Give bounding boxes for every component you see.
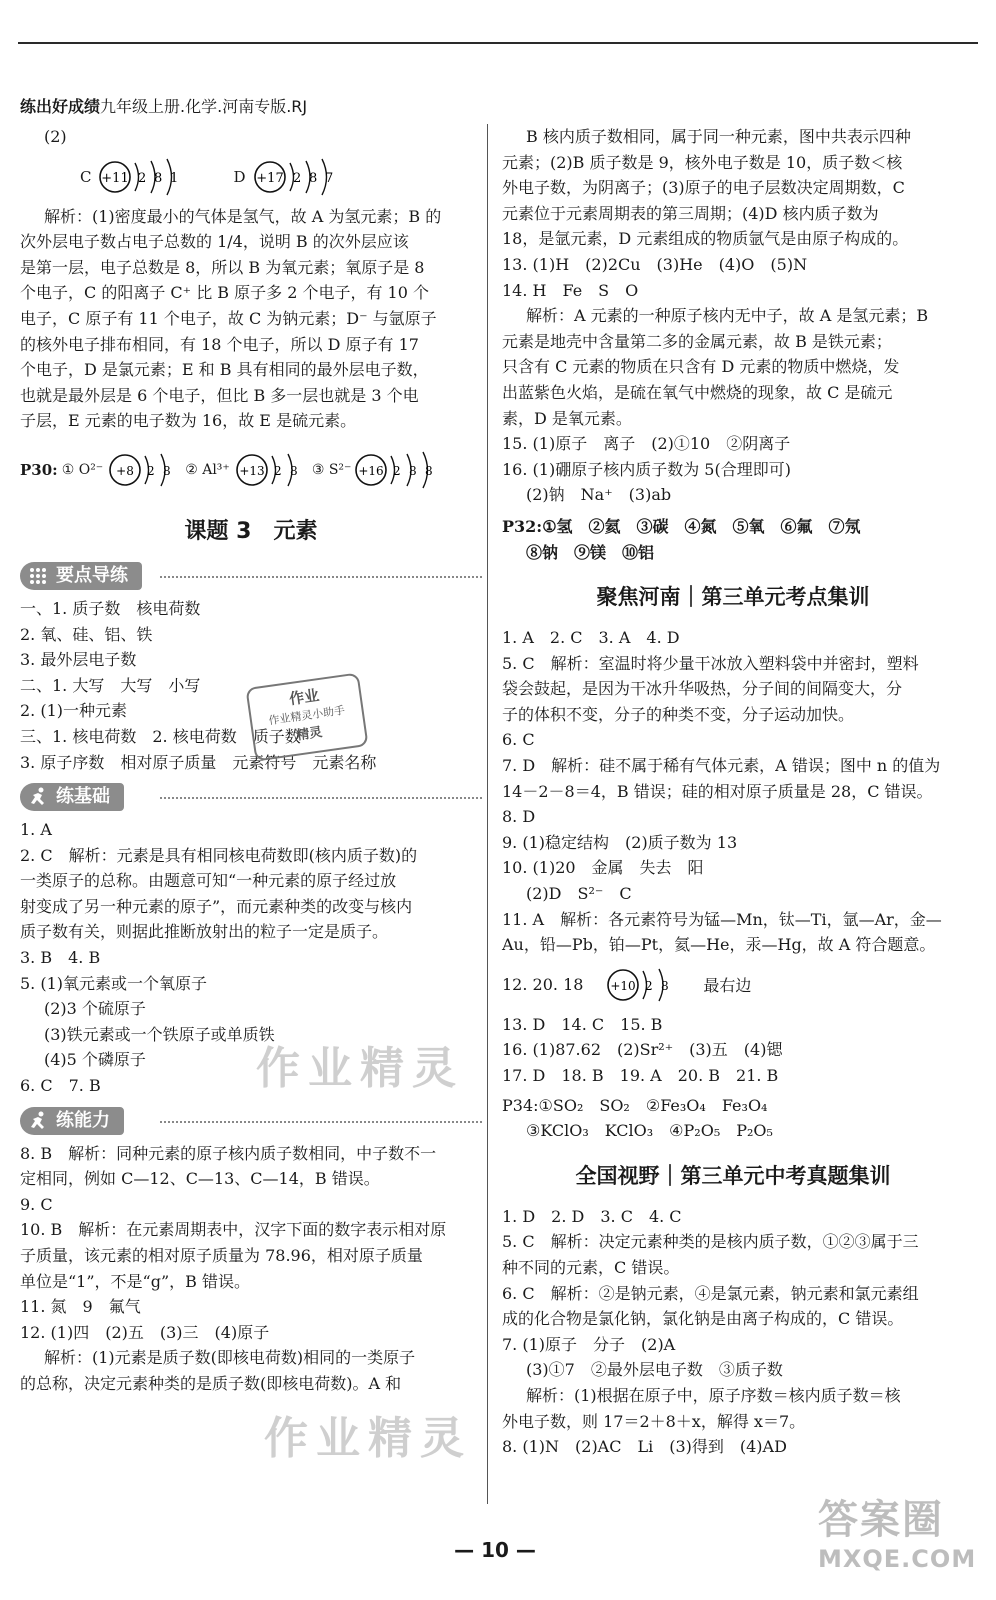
answer-line: 2. 氧、硅、铝、铁 — [20, 624, 153, 644]
ion-structure-diagram — [353, 446, 443, 494]
explanation-line: 的总称，决定元素种类的是质子数(即核电荷数)。A 和 — [20, 1373, 402, 1393]
svg-text:8: 8 — [409, 463, 418, 478]
answer-line: 质子数有关，则据此推断放射出的粒子一定是质子。 — [20, 922, 389, 942]
answer-line: 单位是“1”，不是“g”，B 错误。 — [20, 1271, 250, 1291]
answer-text: 最右边 — [703, 976, 752, 996]
svg-text:2: 2 — [393, 463, 402, 478]
answer-line: 13. D 14. C 15. B — [502, 1014, 663, 1034]
page-number: — 10 — — [454, 1538, 536, 1562]
right-column — [502, 124, 964, 1460]
section-title: 全国视野｜第三单元中考真题集训 — [575, 1163, 891, 1188]
section-banner — [20, 1105, 482, 1137]
explanation-line: 是第一层，电子总数是 8，所以 B 为氧元素；氧原子是 8 — [20, 257, 425, 277]
section-banner — [20, 781, 482, 813]
explanation-line: 元素位于元素周期表的第三周期；(4)D 核内质子数为 — [502, 203, 879, 223]
explanation-line: 个电子，C 的阳离子 C⁺ 比 B 原子多 2 个电子，有 10 个 — [20, 283, 430, 303]
answer-line: (2)3 个硫原子 — [44, 999, 146, 1019]
book-info: 九年级上册.化学.河南专版.RJ — [100, 97, 308, 116]
answer-line: (4)5 个磷原子 — [44, 1050, 146, 1070]
svg-text:8: 8 — [289, 463, 298, 478]
running-header — [20, 94, 307, 117]
site-logo: 答案圈 MXQE.COM — [818, 1497, 977, 1573]
answer-line: 3. B 4. B — [20, 948, 101, 968]
explanation-line: 袋会鼓起，是因为干冰升华吸热，分子间的间隔变大，分 — [502, 679, 903, 699]
answer-line: 二、1. 大写 大写 小写 — [20, 675, 201, 695]
ion-label: ③ S²⁻ — [311, 461, 352, 478]
explanation-line: 电子，C 原子有 11 个电子，故 C 为钠元素；D⁻ 与氩原子 — [20, 308, 437, 328]
explanation-line: 个电子，D 是氯元素；E 和 B 具有相同的最外层电子数， — [20, 360, 429, 380]
explanation-line: 子层，E 元素的电子数为 16，故 E 是硫元素。 — [20, 411, 357, 431]
answer-line: 子质量，该元素的相对原子质量为 78.96，相对原子质量 — [20, 1246, 423, 1265]
answer-line: 9. (1)稳定结构 (2)质子数为 13 — [502, 832, 738, 852]
atom-label: C — [80, 167, 92, 186]
banner-label: 练基础 — [20, 783, 124, 811]
series-title: 练出好成绩 — [20, 97, 101, 116]
answer-line: 17. D 18. B 19. A 20. B 21. B — [502, 1066, 779, 1085]
explanation-line: 解析：A 元素的一种原子核内无中子，故 A 是氢元素；B — [526, 306, 929, 326]
explanation-line: Au，铅—Pb，铂—Pt，氦—He，汞—Hg，故 A 符合题意。 — [502, 935, 936, 955]
section-title: 课题 3 元素 — [184, 518, 318, 544]
watermark: 作业精灵 — [256, 1043, 464, 1094]
ion-label: ② Al³⁺ — [185, 461, 230, 478]
explanation-line: 外电子数，则 17＝2＋8＋x，解得 x＝7。 — [502, 1411, 806, 1431]
answer-line: 2. C 解析：元素是具有相同核电荷数即(核内质子数)的 — [20, 845, 418, 865]
explanation-line: 的核外电子排布相同，有 18 个电子，所以 D 原子有 17 — [20, 334, 419, 354]
atom-structure-diagram — [605, 961, 679, 1009]
svg-text:8: 8 — [163, 463, 171, 478]
answer-line: P34:①SO₂ SO₂ ②Fe₃O₄ Fe₃O₄ — [502, 1095, 768, 1115]
explanation-line: 也就是最外层是 6 个电子，但比 B 多一层也就是 3 个电 — [20, 385, 419, 405]
answer-line: 8. B 解析：同种元素的原子核内质子数相同，中子数不一 — [20, 1143, 437, 1163]
atom-structure-diagram — [97, 155, 187, 199]
answer-line: (3)铁元素或一个铁原子或单质铁 — [44, 1024, 275, 1044]
banner-label: 要点导练 — [20, 562, 142, 590]
svg-text:8: 8 — [425, 463, 434, 478]
answer-line: 10. (1)20 金属 失去 阳 — [502, 858, 704, 878]
answer-text: 12. 20. 18 — [502, 975, 584, 995]
answer-line: 5. C 解析：室温时将少量干冰放入塑料袋中并密封，塑料 — [502, 653, 919, 673]
svg-text:+16: +16 — [358, 463, 385, 478]
answer-with-diagram — [502, 958, 964, 1012]
explanation-line: 只含有 C 元素的物质在只含有 D 元素的物质中燃烧，发 — [502, 357, 900, 377]
answer-line: 11. A 解析：各元素符号为锰—Mn，钛—Ti，氩—Ar，金— — [502, 909, 942, 929]
nucleus-charge: +11 — [101, 170, 130, 186]
answer-line: ⑧钠 ⑨镁 ⑩铝 — [526, 542, 655, 562]
runner-icon — [28, 787, 48, 807]
answer-line: 15. (1)原子 离子 (2)①10 ②阴离子 — [502, 434, 791, 454]
explanation-line: 18，是氩元素，D 元素组成的物质氩气是由原子构成的。 — [502, 229, 909, 249]
section-banner — [20, 560, 482, 592]
answer-line: 6. C — [502, 730, 535, 750]
shell-electrons: 1 — [170, 170, 179, 186]
atom-diagram-row — [20, 150, 482, 204]
answer-line: 12. (1)四 (2)五 (3)三 (4)原子 — [20, 1322, 270, 1342]
answer-line: 三、1. 核电荷数 2. 核电荷数 质子数 — [20, 726, 301, 746]
grid-dots-icon — [28, 566, 48, 586]
atom-label: D — [233, 167, 246, 186]
answer-line: 射变成了另一种元素的原子”，而元素种类的改变与核内 — [20, 896, 413, 916]
answer-line: ③KClO₃ KClO₃ ④P₂O₅ P₂O₅ — [526, 1121, 773, 1141]
answer-line: P32:①氢 ②氦 ③碳 ④氮 ⑤氧 ⑥氟 ⑦氖 — [502, 516, 861, 536]
banner-label: 练能力 — [20, 1107, 124, 1135]
answer-line: (3)①7 ②最外层电子数 ③质子数 — [526, 1360, 783, 1380]
explanation-line: 外电子数，为阴离子；(3)原子的电子层数决定周期数，C — [502, 178, 905, 198]
svg-text:2: 2 — [645, 978, 654, 993]
explanation-line: B 核内质子数相同，属于同一种元素，图中共表示四种 — [526, 127, 911, 146]
answer-line: 6. C 解析：②是钠元素，④是氯元素，钠元素和氯元素组 — [502, 1283, 919, 1303]
watermark: 作业精灵 — [264, 1413, 472, 1464]
section-title: 聚焦河南｜第三单元考点集训 — [596, 585, 870, 610]
answer-line: 一、1. 质子数 核电荷数 — [20, 598, 201, 618]
explanation-line: 解析：(1)密度最小的气体是氢气，故 A 为氢元素；B 的 — [44, 206, 442, 226]
shell-electrons: 2 — [292, 170, 301, 186]
explanation-line: 解析：(1)根据在原子中，原子序数＝核内质子数＝核 — [526, 1385, 901, 1405]
explanation-line: 元素是地壳中含量第二多的金属元素，故 B 是铁元素； — [502, 331, 892, 351]
svg-text:2: 2 — [273, 463, 282, 478]
answer-line: 9. C — [20, 1194, 53, 1214]
answer-line: 1. D 2. D 3. C 4. C — [502, 1206, 682, 1226]
svg-text:+10: +10 — [610, 978, 637, 993]
explanation-line: 子的体积不变，分子的种类不变，分子运动加快。 — [502, 704, 855, 724]
svg-text:+13: +13 — [239, 463, 265, 478]
answer-line: 8. D — [502, 807, 536, 827]
svg-text:8: 8 — [661, 978, 670, 993]
explanation-line: 种不同的元素，C 错误。 — [502, 1257, 680, 1277]
shell-electrons: 8 — [308, 170, 317, 186]
ion-label: ① O²⁻ — [61, 461, 104, 478]
explanation-line: 素，D 是氧元素。 — [502, 408, 632, 428]
explanation-line: 元素；(2)B 质子数是 9，核外电子数是 10，质子数＜核 — [502, 152, 903, 172]
answer-line: 11. 氮 9 氟气 — [20, 1297, 141, 1317]
answer-line: 1. A 2. C 3. A 4. D — [502, 628, 680, 648]
answer-line: 8. (1)N (2)AC Li (3)得到 (4)AD — [502, 1437, 787, 1457]
answer-line: (2) — [44, 127, 67, 146]
page-ref: P30: — [20, 460, 58, 479]
answer-line: 16. (1)87.62 (2)Sr²⁺ (3)五 (4)锶 — [502, 1040, 783, 1060]
explanation-line: 解析：(1)元素是质子数(即核电荷数)相同的一类原子 — [44, 1348, 416, 1368]
answer-line: 16. (1)硼原子核内质子数为 5(合理即可) — [502, 459, 791, 479]
top-rule — [18, 42, 978, 44]
answer-line: 5. C 解析：决定元素种类的是核内质子数，①②③属于三 — [502, 1232, 919, 1252]
column-divider — [487, 124, 488, 1504]
shell-electrons: 8 — [154, 170, 163, 186]
explanation-line: 出蓝紫色火焰，是硫在氧气中燃烧的现象，故 C 是硫元 — [502, 382, 893, 402]
svg-text:2: 2 — [147, 463, 155, 478]
shell-electrons: 2 — [138, 170, 147, 186]
answer-line: 定相同，例如 C—12、C—13、C—14，B 错误。 — [20, 1169, 380, 1189]
answer-line: (2)D S²⁻ C — [526, 884, 632, 904]
explanation-line: 次外层电子数占电子总数的 1/4，说明 B 的次外层应该 — [20, 232, 409, 252]
answer-line: 7. D 解析：硅不属于稀有气体元素，A 错误；图中 n 的值为 — [502, 756, 941, 776]
answer-line: 1. A — [20, 820, 52, 840]
answer-line: 3. 最外层电子数 — [20, 650, 137, 670]
ion-structure-diagram — [107, 446, 181, 494]
atom-structure-diagram — [252, 155, 342, 199]
svg-text:+8: +8 — [116, 463, 135, 478]
answer-line: 14. H Fe S O — [502, 280, 639, 300]
answer-line: 3. 原子序数 相对原子质量 元素符号 元素名称 — [20, 752, 377, 772]
p30-ion-diagrams — [20, 440, 482, 500]
answer-line: 10. B 解析：在元素周期表中，汉字下面的数字表示相对原 — [20, 1220, 447, 1240]
answer-line: 6. C 7. B — [20, 1076, 101, 1096]
answer-line: 5. (1)氧元素或一个氧原子 — [20, 973, 208, 993]
answer-line: (2)钠 Na⁺ (3)ab — [526, 485, 672, 505]
ion-structure-diagram — [234, 446, 308, 494]
answer-line: 2. (1)一种元素 — [20, 701, 128, 721]
homework-stamp: 作业 作业精灵小助手 精灵 — [245, 672, 368, 761]
runner-icon — [28, 1111, 48, 1131]
answer-line: 13. (1)H (2)2Cu (3)He (4)O (5)N — [502, 254, 808, 274]
shell-electrons: 7 — [324, 170, 333, 186]
answer-line: 7. (1)原子 分子 (2)A — [502, 1334, 676, 1354]
explanation-line: 成的化合物是氯化钠，氯化钠是由离子构成的，C 错误。 — [502, 1309, 904, 1329]
nucleus-charge: +17 — [255, 170, 284, 186]
left-column — [20, 124, 482, 1397]
answer-line: 一类原子的总称。由题意可知“一种元素的原子经过放 — [20, 871, 397, 891]
explanation-line: 14－2－8＝4，B 错误；硅的相对原子质量是 28，C 错误。 — [502, 781, 933, 801]
